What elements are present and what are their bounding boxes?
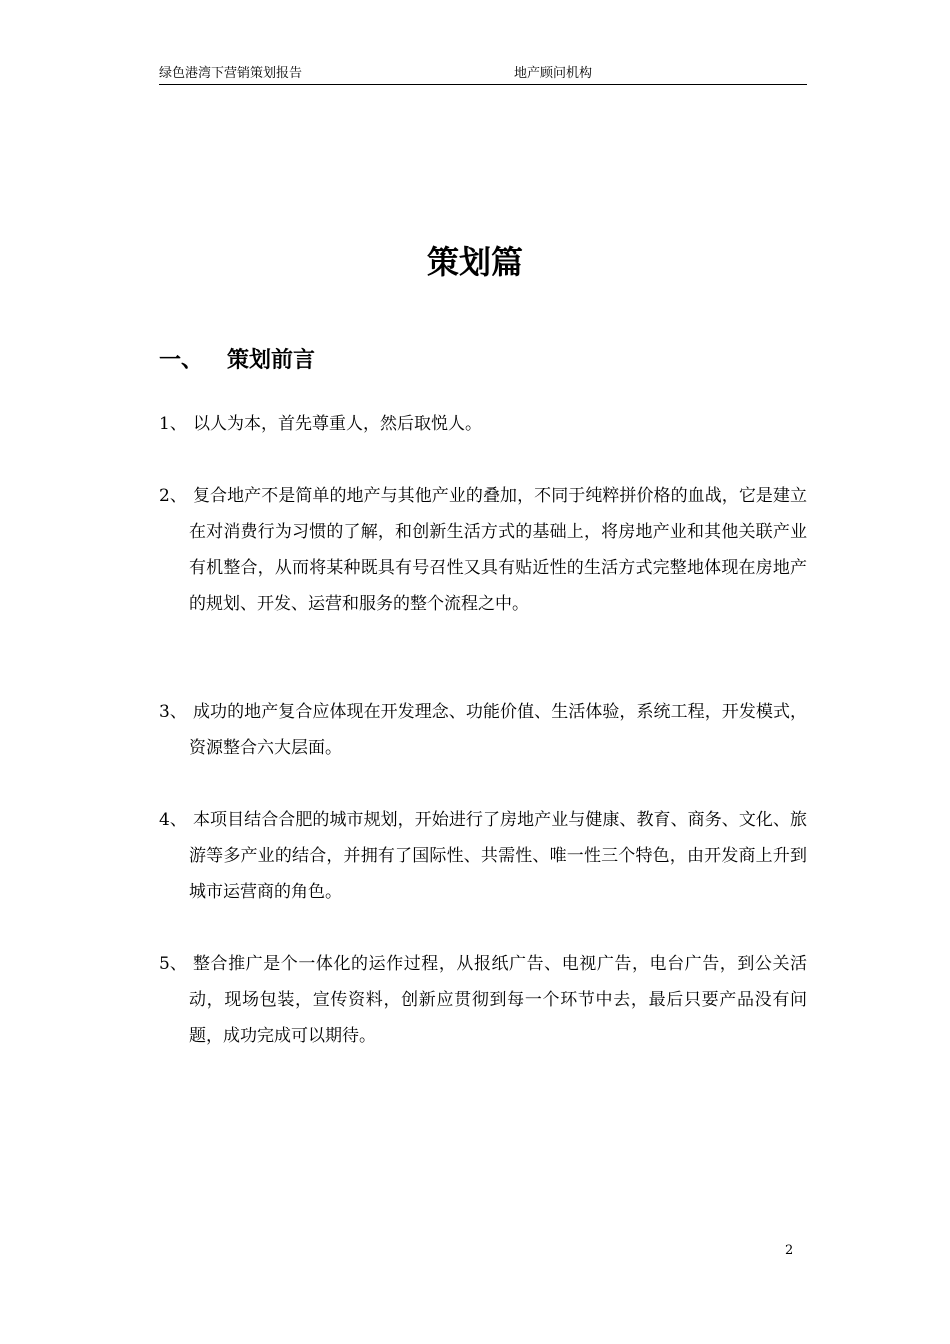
list-item-number: 3、 <box>159 702 187 722</box>
list-item-number: 2、 <box>159 486 187 506</box>
list-item <box>159 694 807 766</box>
page-number: 2 <box>785 1243 794 1258</box>
list-item <box>159 406 807 442</box>
list-item <box>159 946 807 1054</box>
list-item <box>159 478 807 622</box>
list-item-number: 4、 <box>159 810 187 830</box>
section-heading <box>159 343 315 379</box>
header-report-title: 绿色港湾下营销策划报告 <box>159 66 303 81</box>
list-item-text: 本项目结合合肥的城市规划，开始进行了房地产业与健康、教育、商务、文化、旅游等多产业的结合，并拥有了国际性、共需性、唯一性三个特色，由开发商上升到城市运营商的角色。 <box>189 810 807 902</box>
section-number: 一、 <box>159 348 204 373</box>
list-item-text: 复合地产不是简单的地产与其他产业的叠加，不同于纯粹拼价格的血战，它是建立在对消费行为习惯的了解，和创新生活方式的基础上，将房地产业和其他关联产业有机整合，从而将某种既具有号召性又具有贴近性的生活方式完整地体现在房地产的规划、开发、运营和服务的整个流程之中。 <box>189 486 807 614</box>
page-header <box>159 64 807 85</box>
list-item-text: 整合推广是个一体化的运作过程，从报纸广告、电视广告，电台广告，到公关活动，现场包装，宣传资料，创新应贯彻到每一个环节中去，最后只要产品没有问题，成功完成可以期待。 <box>189 954 807 1046</box>
list-item-text: 成功的地产复合应体现在开发理念、功能价值、生活体验，系统工程，开发模式，资源整合六大层面。 <box>189 702 807 758</box>
section-title: 策划前言 <box>227 348 316 373</box>
list-item-text: 以人为本，首先尊重人，然后取悦人。 <box>193 414 482 434</box>
list-item <box>159 802 807 910</box>
page-title: 策划篇 <box>426 243 523 281</box>
list-item-number: 1、 <box>159 414 187 434</box>
header-organization: 地产顾问机构 <box>514 66 593 81</box>
list-item-number: 5、 <box>159 954 187 974</box>
